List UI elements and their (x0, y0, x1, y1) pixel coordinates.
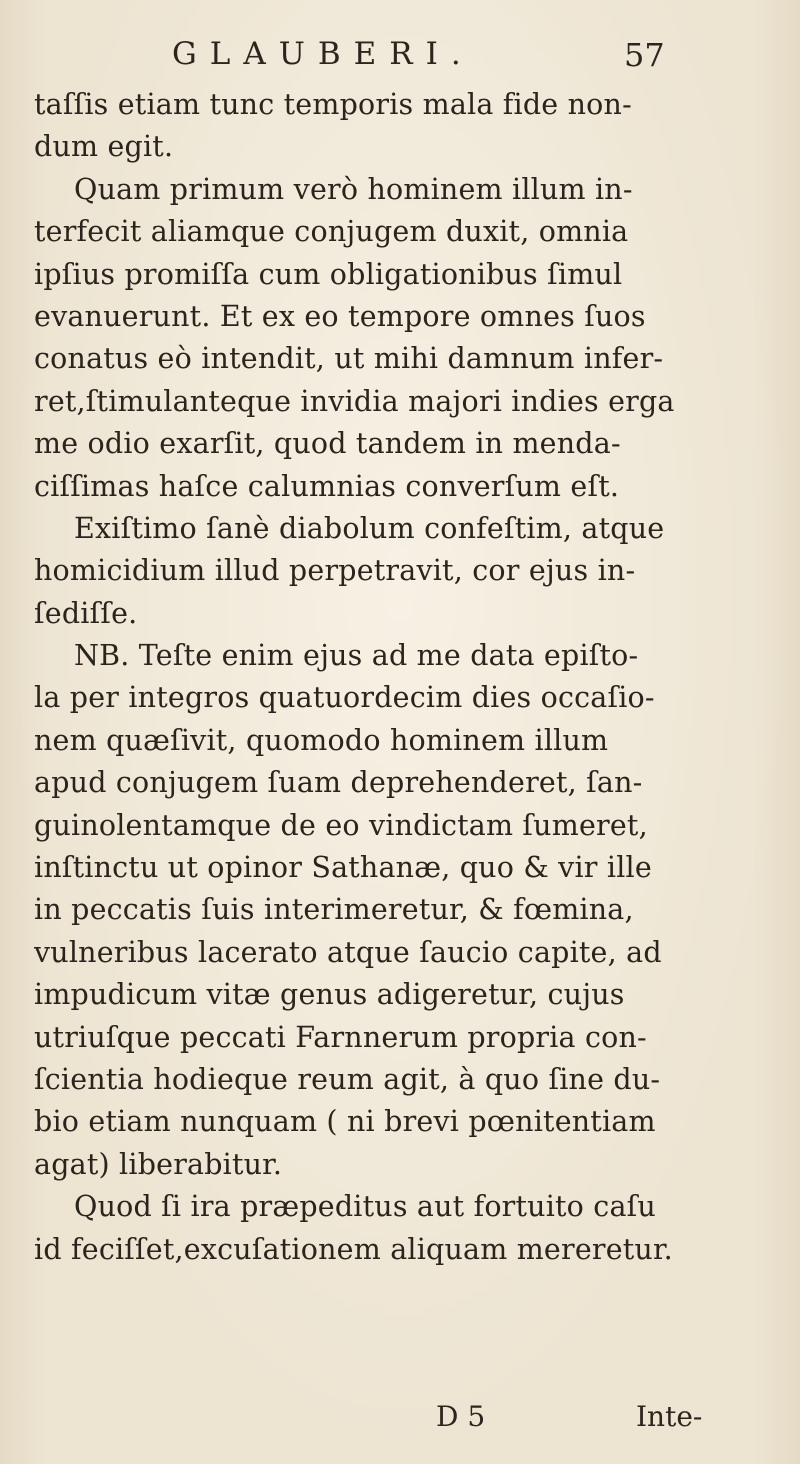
text-line: ciſſimas haſce calumnias converſum eſt. (34, 469, 620, 503)
text-line: taſſis etiam tunc temporis mala fide non- (34, 88, 632, 121)
text-line: guinolentamque de eo vindictam ſumeret, (34, 808, 648, 842)
text-line: la per integros quatuordecim dies occaſio- (34, 681, 655, 715)
text-line: ret,ſtimulanteque invidia majori indies erga (34, 384, 675, 418)
text-block (34, 84, 774, 1271)
signature-mark: D 5 (436, 1400, 486, 1433)
text-line: in peccatis ſuis interimeretur, & fœmina, (34, 893, 634, 927)
text-line: utriuſque peccati Farnnerum propria con- (34, 1020, 647, 1054)
text-line: homicidium illud perpetravit, cor ejus in- (34, 554, 636, 588)
running-head: GLAUBERI. (172, 36, 474, 72)
text-line: bio etiam nunquam ( ni brevi pœnitentiam (34, 1105, 656, 1139)
text-line: nem quæſivit, quomodo hominem illum (34, 723, 609, 757)
text-line: agat) liberabitur. (34, 1147, 283, 1181)
text-line: inſtinctu ut opinor Sathanæ, quo & vir ille (34, 851, 652, 885)
text-line: me odio exarſit, quod tandem in menda- (34, 427, 621, 461)
text-line: evanuerunt. Et ex eo tempore omnes ſuos (34, 299, 646, 333)
text-line: id feciſſet,excuſationem aliquam mereretur. (34, 1232, 673, 1266)
text-line: terfecit aliamque conjugem duxit, omnia (34, 215, 629, 249)
catchword: Inte- (636, 1400, 703, 1433)
paragraph-first-line: Exiſtimo ſanè diabolum confeſtim, atque (74, 511, 665, 545)
text-line: ipſius promiſſa cum obligationibus ſimul (34, 257, 623, 291)
text-line: ſediſſe. (34, 596, 138, 630)
paragraph-first-line: Quam primum verò hominem illum in- (74, 172, 633, 206)
paragraph-first-line: Quod ſi ira præpeditus aut fortuito caſu (74, 1190, 656, 1224)
paragraph-first-line: NB. Teſte enim ejus ad me data epiſto- (74, 639, 639, 673)
text-line: apud conjugem ſuam deprehenderet, ſan- (34, 766, 643, 800)
text-line: dum egit. (34, 130, 174, 164)
text-line: conatus eò intendit, ut mihi damnum infer- (34, 342, 664, 376)
page-number: 57 (624, 36, 665, 74)
text-line: ſcientia hodieque reum agit, à quo ſine du- (34, 1062, 661, 1096)
text-line: vulneribus lacerato atque ſaucio capite, ad (34, 935, 662, 969)
text-line: impudicum vitæ genus adigeretur, cujus (34, 978, 625, 1012)
